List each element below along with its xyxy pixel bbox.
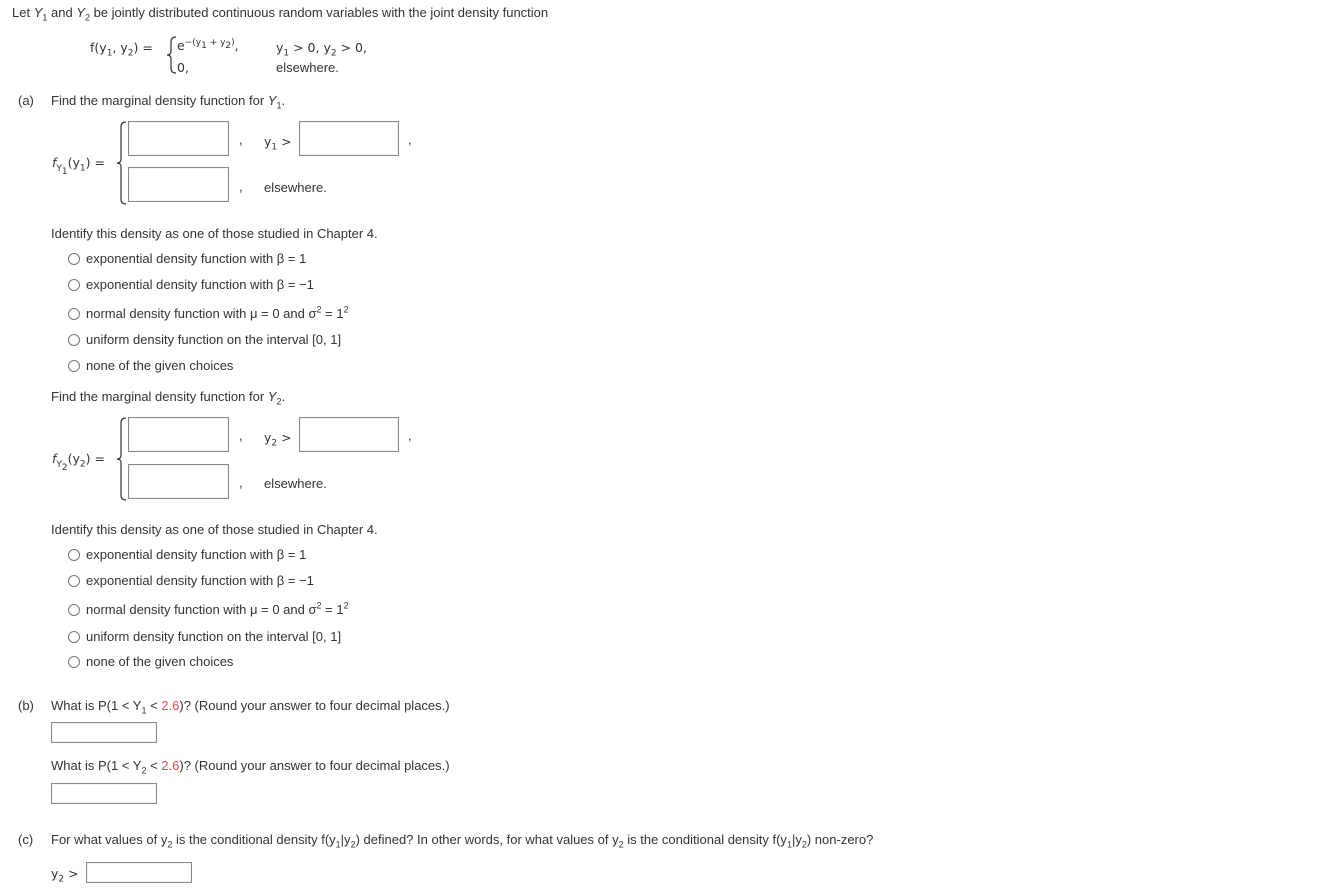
part-b-answer-1-input[interactable] bbox=[51, 722, 157, 743]
radio-option-y1-uniform[interactable]: uniform density function on the interval [0, 1] bbox=[68, 331, 341, 347]
joint-density-case2-expr: 0, bbox=[177, 60, 189, 75]
joint-density-case1-expr: $e^{-(y_1 + y_2)}$, bbox=[177, 37, 239, 53]
part-b-label: (b) bbox=[18, 698, 34, 713]
fy2-case1-expr-input[interactable] bbox=[128, 417, 229, 452]
radio-option-y2-none[interactable]: none of the given choices bbox=[68, 653, 233, 669]
fy1-case1-cond-label: $y_1$ > bbox=[264, 134, 292, 153]
identify-prompt-1: Identify this density as one of those studied in Chapter 4. bbox=[51, 226, 378, 241]
radio-option-y2-normal[interactable]: normal density function with μ = 0 and $\sigma^2 = 1^2$ bbox=[68, 601, 349, 617]
fy1-case1-cond-input[interactable] bbox=[299, 121, 399, 156]
fy2-case2-expr-input[interactable] bbox=[128, 464, 229, 499]
part-c-answer-input[interactable] bbox=[86, 862, 192, 883]
identify-prompt-2: Identify this density as one of those studied in Chapter 4. bbox=[51, 522, 378, 537]
radio-option-y1-none[interactable]: none of the given choices bbox=[68, 357, 233, 373]
radio-icon[interactable] bbox=[68, 308, 80, 320]
part-a-question: Find the marginal density function for $Y_1$. bbox=[51, 93, 286, 111]
radio-option-y2-exp-beta1[interactable]: exponential density function with β = 1 bbox=[68, 546, 306, 562]
fy1-case2-expr-input[interactable] bbox=[128, 167, 229, 202]
radio-option-y1-normal[interactable]: normal density function with μ = 0 and $\sigma^2 = 1^2$ bbox=[68, 305, 349, 321]
part-a-label: (a) bbox=[18, 93, 34, 108]
radio-icon[interactable] bbox=[68, 631, 80, 643]
fy2-case1-trailing-comma: , bbox=[408, 428, 412, 443]
part-b-answer-2-input[interactable] bbox=[51, 783, 157, 804]
radio-option-y1-exp-beta-neg1[interactable]: exponential density function with β = −1 bbox=[68, 276, 314, 292]
part-b-question-1: What is $P(1 < Y_1 < 2.6)$? (Round your answer to four decimal places.) bbox=[51, 698, 450, 716]
fy2-lhs: $f_{Y_2}(y_2)$ = bbox=[52, 451, 105, 473]
fy2-case2-comma: , bbox=[239, 475, 243, 490]
radio-icon[interactable] bbox=[68, 549, 80, 561]
radio-option-y2-uniform[interactable]: uniform density function on the interval [0, 1] bbox=[68, 628, 341, 644]
fy2-case2-elsewhere: elsewhere. bbox=[264, 476, 327, 491]
fy1-case1-comma: , bbox=[239, 132, 243, 147]
part-c-question: For what values of $y_2$ is the conditional density $f(y_1|y_2)$ defined? In other words, for what values of $y_2$ is the conditional density $f(y_1|y_2)$ non-zero? bbox=[51, 832, 874, 850]
radio-icon[interactable] bbox=[68, 604, 80, 616]
radio-icon[interactable] bbox=[68, 279, 80, 291]
fy2-case1-cond-label: $y_2$ > bbox=[264, 430, 292, 449]
part-c-answer-label: $y_2$ > bbox=[51, 866, 79, 885]
part-c-label: (c) bbox=[18, 832, 34, 847]
radio-option-y2-exp-beta-neg1[interactable]: exponential density function with β = −1 bbox=[68, 572, 314, 588]
fy1-brace bbox=[116, 121, 128, 205]
radio-icon[interactable] bbox=[68, 656, 80, 668]
fy2-case1-comma: , bbox=[239, 428, 243, 443]
fy1-case2-elsewhere: elsewhere. bbox=[264, 180, 327, 195]
radio-icon[interactable] bbox=[68, 334, 80, 346]
joint-density-case1-cond: $y_1 > 0$, $y_2 > 0$, bbox=[276, 40, 367, 59]
fy1-case1-trailing-comma: , bbox=[408, 132, 412, 147]
part-a-question-2: Find the marginal density function for $Y_2$. bbox=[51, 389, 286, 407]
radio-option-y1-exp-beta1[interactable]: exponential density function with β = 1 bbox=[68, 250, 306, 266]
joint-density-case2-cond: elsewhere. bbox=[276, 60, 339, 75]
radio-icon[interactable] bbox=[68, 575, 80, 587]
fy2-case1-cond-input[interactable] bbox=[299, 417, 399, 452]
problem-intro: Let $Y_1$ and $Y_2$ be jointly distributed continuous random variables with the joint density function bbox=[12, 5, 549, 23]
fy1-case1-expr-input[interactable] bbox=[128, 121, 229, 156]
fy1-case2-comma: , bbox=[239, 179, 243, 194]
joint-density-lhs: $f(y_1$, $y_2$) = bbox=[90, 40, 153, 59]
part-b-question-2: What is $P(1 < Y_2 < 2.6)$? (Round your answer to four decimal places.) bbox=[51, 758, 450, 776]
radio-icon[interactable] bbox=[68, 360, 80, 372]
fy2-brace bbox=[116, 417, 128, 501]
radio-icon[interactable] bbox=[68, 253, 80, 265]
fy1-lhs: $f_{Y_1}(y_1)$ = bbox=[52, 155, 105, 177]
